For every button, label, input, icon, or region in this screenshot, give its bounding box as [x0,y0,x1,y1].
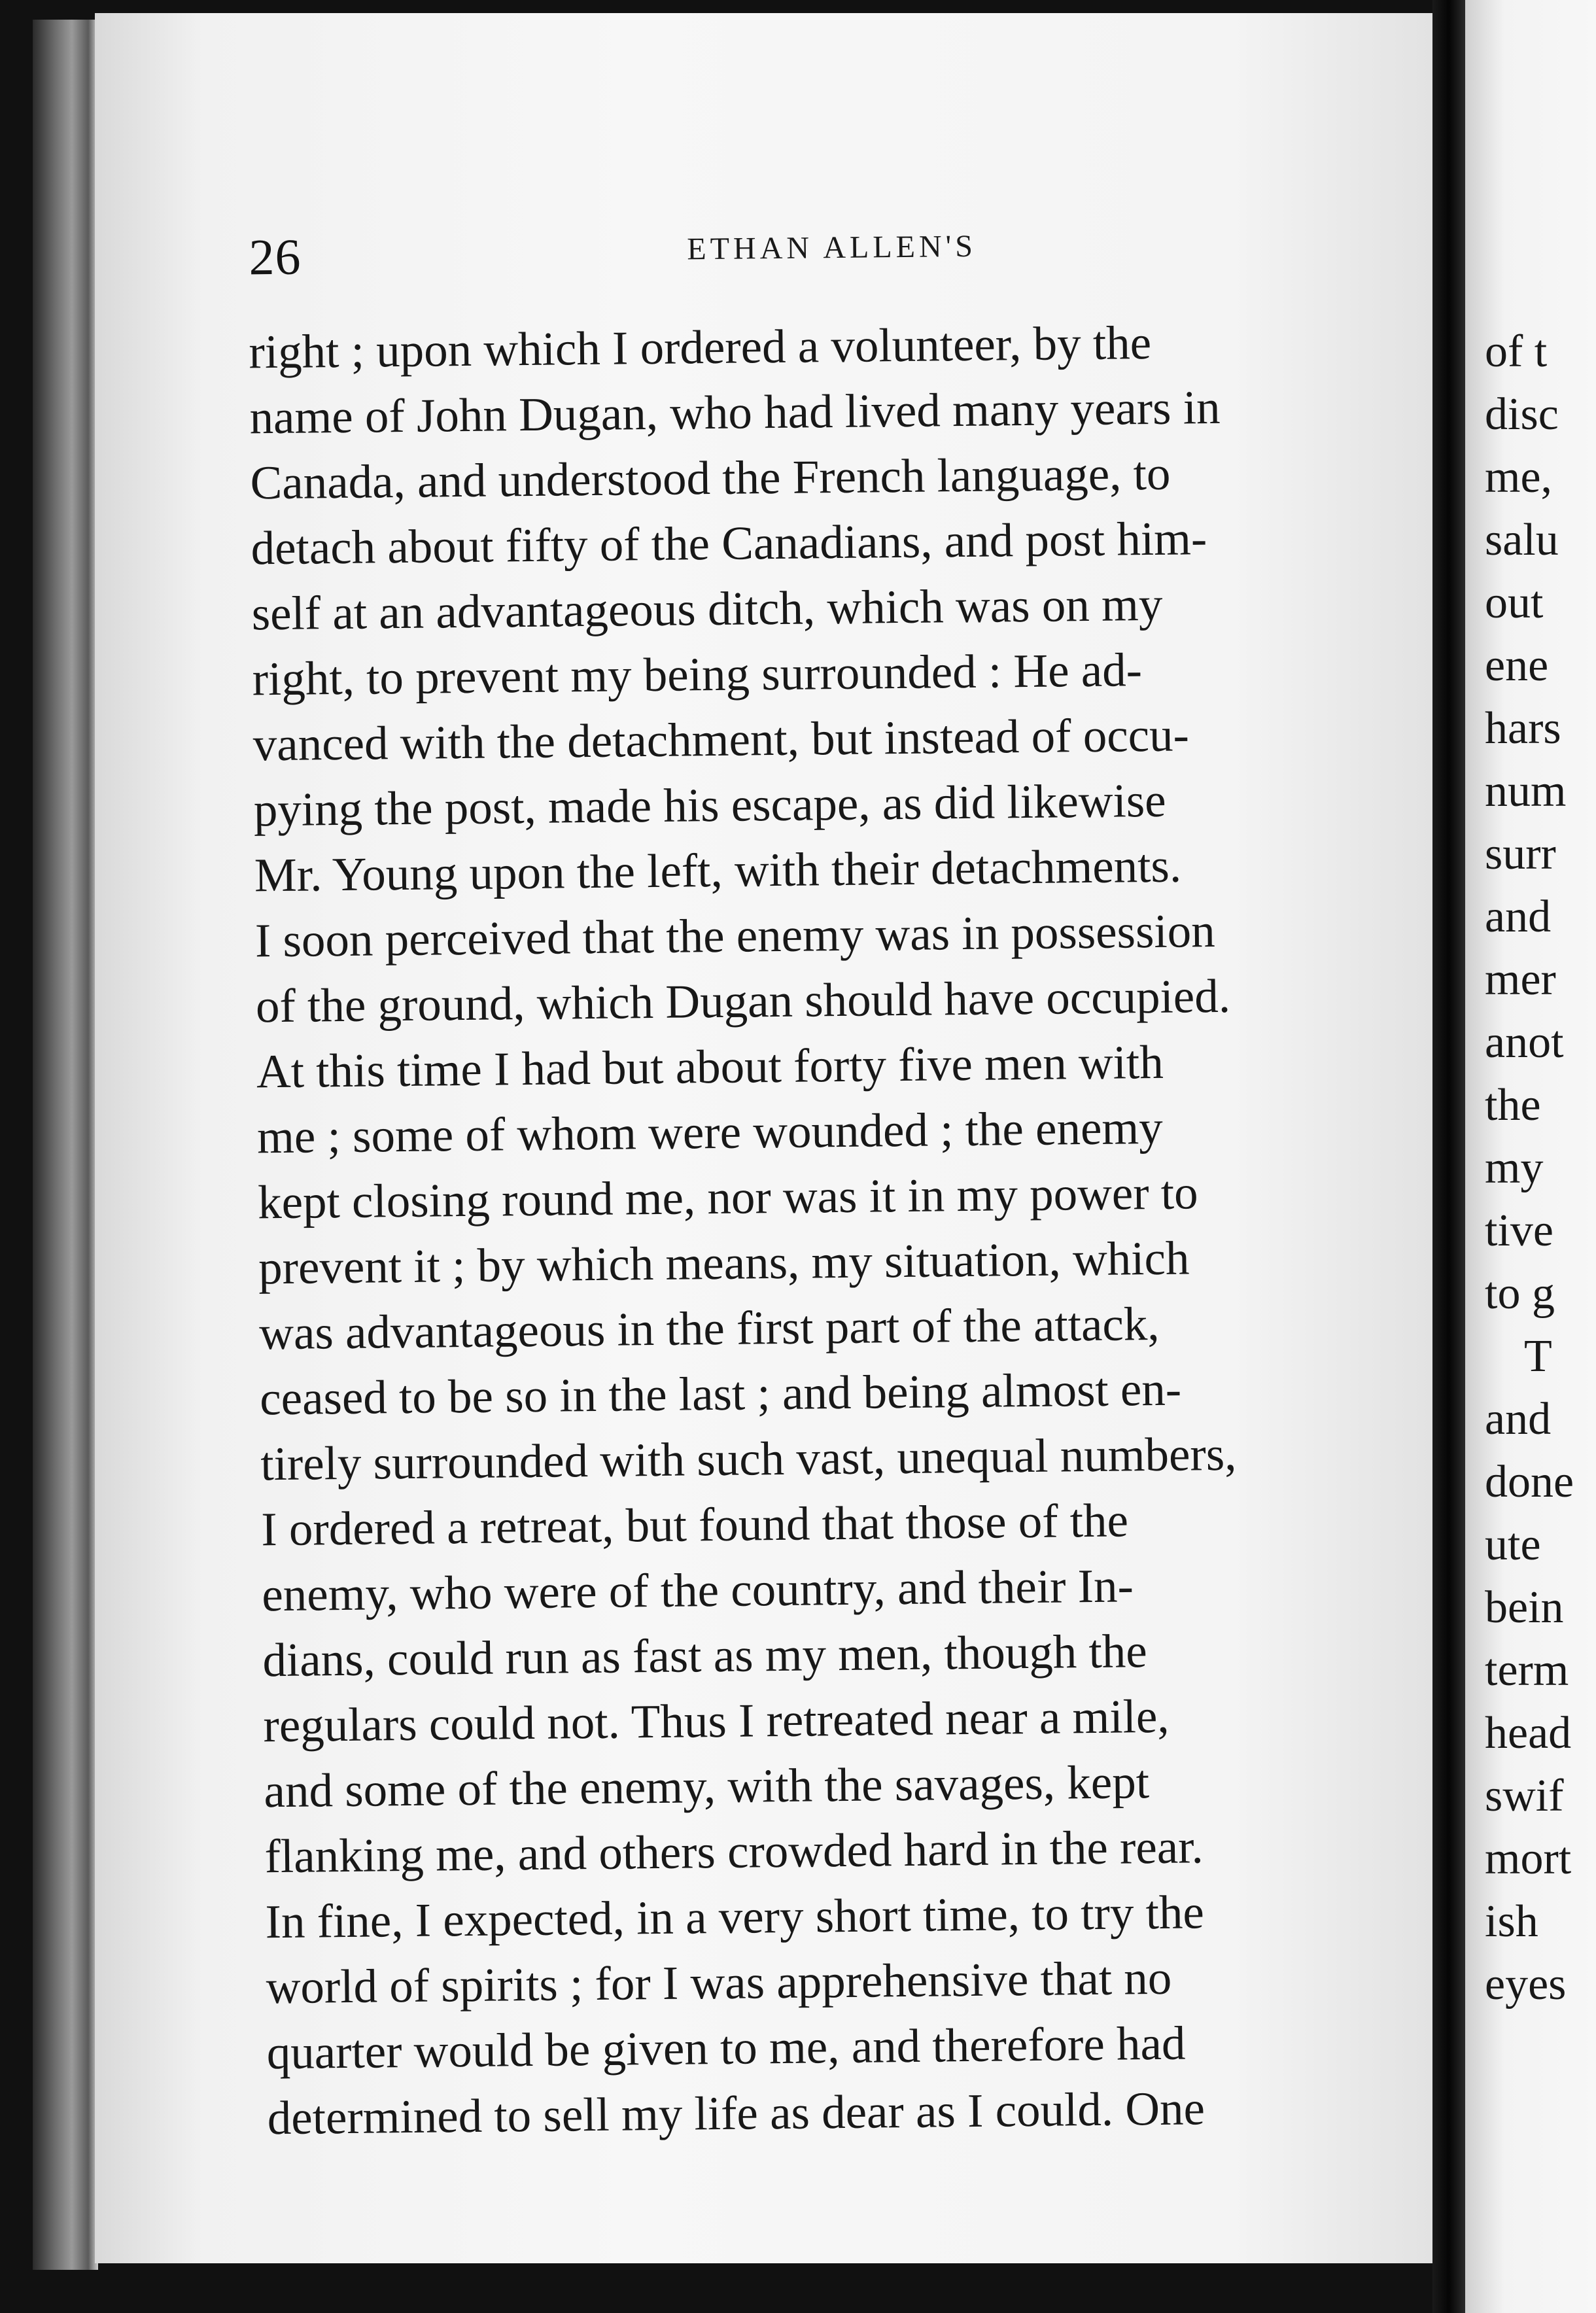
facing-text-line: mort [1485,1834,1572,1884]
text-line: right, to prevent my being surrounded : He ad- [252,643,1143,706]
facing-text-line: and [1485,892,1552,942]
facing-text-line: salu [1485,515,1559,565]
facing-text-line: anot [1485,1017,1564,1068]
page-number: 26 [249,228,302,286]
text-line: and some of the enemy, with the savages, kept [264,1755,1150,1818]
facing-text-line: disc [1485,389,1559,440]
book-edge [33,20,98,2270]
text-line: world of spirits ; for I was apprehensive that no [266,1951,1172,2014]
text-line: regulars could not. Thus I retreated near a mile, [263,1689,1170,1752]
text-line: Canada, and understood the French language, to [250,446,1171,510]
facing-text-line: bein [1485,1582,1564,1633]
text-line: flanking me, and others crowded hard in the rear. [264,1820,1204,1883]
facing-text-line: eyes [1485,1959,1567,2009]
text-line: ceased to be so in the last ; and being almost en- [259,1362,1182,1425]
running-head: ETHAN ALLEN'S [687,228,977,267]
text-line: me ; some of whom were wounded ; the enemy [256,1100,1164,1164]
text-line: In fine, I expected, in a very short time, to try the [265,1885,1205,1949]
text-line: Mr. Young upon the left, with their detachments. [254,839,1182,902]
facing-text-line: the [1485,1080,1541,1130]
text-line: pying the post, made his escape, as did likewise [253,773,1167,837]
facing-text-line: to g [1485,1268,1555,1319]
facing-text-line: done [1485,1457,1574,1507]
facing-text-line: head [1485,1708,1572,1758]
text-line: of the ground, which Dugan should have occupied. [255,969,1231,1033]
book-gutter [1432,0,1465,2313]
facing-text-line: ute [1485,1520,1541,1570]
facing-text-line: num [1485,766,1567,816]
facing-text-line: and [1485,1394,1552,1444]
text-line: kept closing round me, nor was it in my power to [257,1166,1198,1229]
page-header [150,217,1328,294]
facing-text-line: surr [1485,829,1556,879]
text-line: was advantageous in the first part of the attack, [258,1296,1160,1360]
text-line: I ordered a retreat, but found that those of the [260,1493,1129,1556]
facing-text-line: me, [1485,452,1553,502]
facing-text-line: mer [1485,954,1556,1005]
text-line: determined to sell my life as dear as I could. One [267,2081,1206,2145]
text-line: name of John Dugan, who had lived many years in [249,380,1221,444]
facing-text-line: ene [1485,640,1549,691]
text-line: detach about fifty of the Canadians, and post him- [251,512,1207,575]
text-line: dians, could run as fast as my men, though the [262,1624,1148,1687]
text-line: prevent it ; by which means, my situation, which [258,1231,1190,1295]
facing-text-line: T [1524,1331,1552,1382]
facing-text-line: swif [1485,1771,1564,1821]
facing-page [1465,0,1596,2313]
facing-text-line: of t [1485,326,1548,377]
text-line: At this time I had but about forty five men with [256,1035,1164,1098]
text-line: enemy, who were of the country, and their In- [261,1559,1134,1622]
facing-text-line: tive [1485,1206,1553,1256]
facing-text-line: my [1485,1143,1544,1193]
facing-text-line: hars [1485,703,1561,754]
facing-text-line: ish [1485,1896,1538,1947]
text-line: I soon perceived that the enemy was in possession [254,904,1216,967]
facing-text-line: out [1485,578,1544,628]
facing-text-line: term [1485,1645,1569,1696]
text-line: self at an advantageous ditch, which was on my [251,577,1163,640]
text-line: right ; upon which I ordered a volunteer, by the [249,315,1152,379]
text-line: quarter would be given to me, and therefore had [266,2016,1186,2079]
text-line: vanced with the detachment, but instead of occu- [252,708,1190,771]
text-line: tirely surrounded with such vast, unequal numbers, [260,1427,1237,1491]
